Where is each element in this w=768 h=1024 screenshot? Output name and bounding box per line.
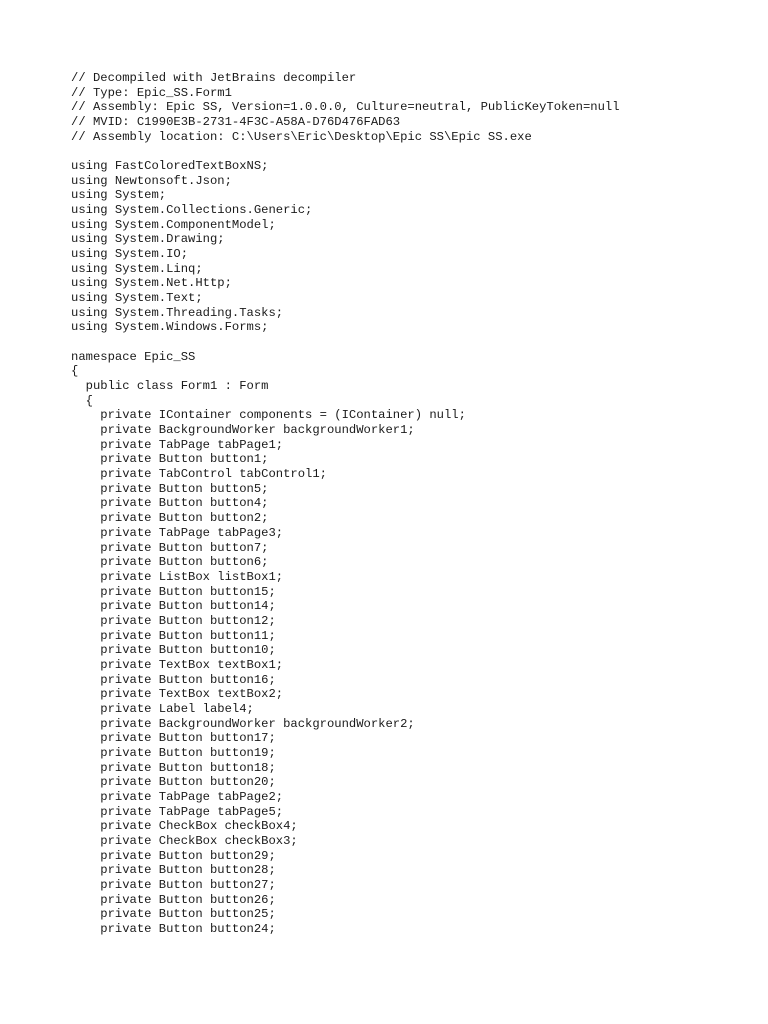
- code-line: {: [71, 364, 79, 379]
- code-line: using FastColoredTextBoxNS;: [71, 159, 269, 174]
- code-line: private CheckBox checkBox4;: [71, 819, 298, 834]
- code-line: private Button button2;: [71, 511, 269, 526]
- code-line: using System.Collections.Generic;: [71, 203, 313, 218]
- code-line: private Button button14;: [71, 599, 276, 614]
- code-line: private TabControl tabControl1;: [71, 467, 327, 482]
- code-line: private TextBox textBox1;: [71, 657, 284, 672]
- code-line: private Button button6;: [71, 555, 269, 570]
- code-line: private Button button10;: [71, 643, 276, 658]
- code-line: private Button button26;: [71, 892, 276, 907]
- code-line: private Button button5;: [71, 481, 269, 496]
- code-line: private IContainer components = (IContainer) null;: [71, 408, 466, 423]
- code-line: {: [71, 393, 93, 408]
- code-line: private Button button11;: [71, 628, 276, 643]
- code-line: using System.ComponentModel;: [71, 217, 276, 232]
- code-line: private TabPage tabPage5;: [71, 804, 284, 819]
- code-line: private Button button19;: [71, 745, 276, 760]
- code-line: private Button button15;: [71, 584, 276, 599]
- code-line: using Newtonsoft.Json;: [71, 173, 232, 188]
- code-line: private Button button29;: [71, 848, 276, 863]
- code-line: private Button button18;: [71, 760, 276, 775]
- code-line: private Button button25;: [71, 907, 276, 922]
- code-line: private BackgroundWorker backgroundWorker2;: [71, 716, 415, 731]
- code-line: private TabPage tabPage2;: [71, 789, 284, 804]
- code-line: // Type: Epic_SS.Form1: [71, 85, 232, 100]
- code-line: using System.Drawing;: [71, 232, 225, 247]
- code-line: private BackgroundWorker backgroundWorker1;: [71, 423, 415, 438]
- code-line: // MVID: C1990E3B-2731-4F3C-A58A-D76D476FAD63: [71, 115, 401, 130]
- code-line: private ListBox listBox1;: [71, 569, 284, 584]
- code-line: private Button button17;: [71, 731, 276, 746]
- code-line: private TabPage tabPage3;: [71, 525, 284, 540]
- code-line: using System.Linq;: [71, 261, 203, 276]
- code-line: [71, 335, 620, 350]
- code-line: private Button button28;: [71, 863, 276, 878]
- code-line: namespace Epic_SS: [71, 349, 196, 364]
- code-line: using System;: [71, 188, 167, 203]
- code-line: using System.IO;: [71, 247, 189, 262]
- code-line: private Button button20;: [71, 775, 276, 790]
- code-line: public class Form1 : Form: [71, 379, 269, 394]
- code-line: using System.Threading.Tasks;: [71, 305, 284, 320]
- code-line: private CheckBox checkBox3;: [71, 833, 298, 848]
- source-code-listing: [71, 71, 620, 937]
- code-line: // Assembly: Epic SS, Version=1.0.0.0, Culture=neutral, PublicKeyToken=null: [71, 100, 620, 115]
- code-line: private Button button16;: [71, 672, 276, 687]
- code-line: private Button button12;: [71, 613, 276, 628]
- code-line: private Label label4;: [71, 701, 254, 716]
- code-line: // Decompiled with JetBrains decompiler: [71, 71, 357, 85]
- code-line: private Button button27;: [71, 877, 276, 892]
- code-line: private TabPage tabPage1;: [71, 437, 284, 452]
- code-line: private Button button7;: [71, 540, 269, 555]
- code-line: private TextBox textBox2;: [71, 687, 284, 702]
- code-line: private Button button4;: [71, 496, 269, 511]
- code-line: using System.Text;: [71, 291, 203, 306]
- code-line: using System.Net.Http;: [71, 276, 232, 291]
- code-line: private Button button24;: [71, 921, 276, 936]
- code-line: // Assembly location: C:\Users\Eric\Desktop\Epic SS\Epic SS.exe: [71, 129, 532, 144]
- code-line: private Button button1;: [71, 452, 269, 467]
- code-line: using System.Windows.Forms;: [71, 320, 269, 335]
- code-line: [71, 144, 620, 159]
